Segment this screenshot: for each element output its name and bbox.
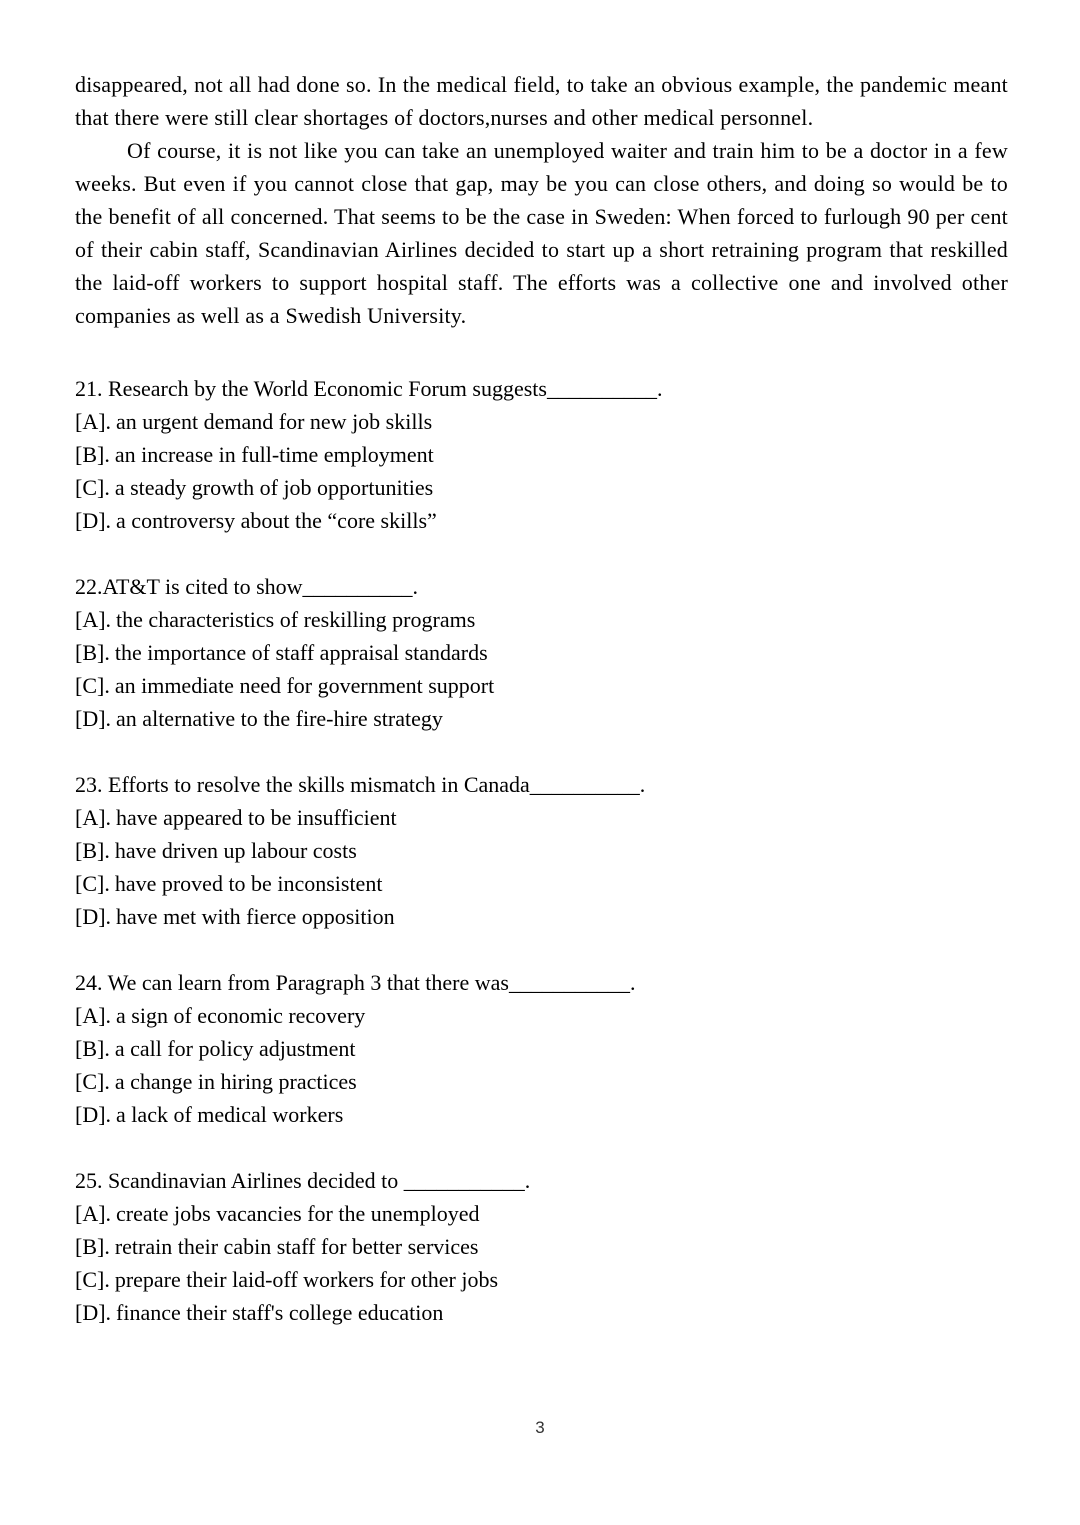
option-c-label: [C]. xyxy=(75,871,110,896)
option-a-label: [A]. xyxy=(75,607,112,632)
option-c-label: [C]. xyxy=(75,475,110,500)
option-b-text: have driven up labour costs xyxy=(114,838,357,863)
question-24-option-a xyxy=(75,999,1008,1032)
option-a-label: [A]. xyxy=(75,409,112,434)
question-24-option-d xyxy=(75,1098,1008,1131)
option-d-text: finance their staff's college education xyxy=(116,1300,444,1325)
option-b-text: retrain their cabin staff for better services xyxy=(114,1234,479,1259)
question-21-option-d xyxy=(75,504,1008,537)
question-21-option-c xyxy=(75,471,1008,504)
option-c-label: [C]. xyxy=(75,1267,110,1292)
option-c-label: [C]. xyxy=(75,1069,110,1094)
option-d-label: [D]. xyxy=(75,706,112,731)
question-23-option-c xyxy=(75,867,1008,900)
question-22-text: 22.AT&T is cited to show__________. xyxy=(75,574,419,599)
question-21-option-b xyxy=(75,438,1008,471)
option-a-text: an urgent demand for new job skills xyxy=(116,409,433,434)
option-a-text: have appeared to be insufficient xyxy=(116,805,397,830)
option-c-text: an immediate need for government support xyxy=(114,673,495,698)
question-25-option-c xyxy=(75,1263,1008,1296)
option-b-label: [B]. xyxy=(75,640,110,665)
question-22 xyxy=(75,570,1008,735)
option-b-text: a call for policy adjustment xyxy=(114,1036,356,1061)
option-a-text: the characteristics of reskilling programs xyxy=(116,607,476,632)
option-b-label: [B]. xyxy=(75,1234,110,1259)
option-a-label: [A]. xyxy=(75,1201,112,1226)
question-25 xyxy=(75,1164,1008,1329)
option-c-text: prepare their laid-off workers for other jobs xyxy=(114,1267,499,1292)
question-23 xyxy=(75,768,1008,933)
question-25-text: 25. Scandinavian Airlines decided to ___________. xyxy=(75,1168,531,1193)
question-25-option-b xyxy=(75,1230,1008,1263)
option-d-text: an alternative to the fire-hire strategy xyxy=(116,706,443,731)
question-24-option-b xyxy=(75,1032,1008,1065)
page-number: 3 xyxy=(535,1418,545,1437)
option-b-label: [B]. xyxy=(75,1036,110,1061)
question-23-option-b xyxy=(75,834,1008,867)
question-22-option-d xyxy=(75,702,1008,735)
option-c-text: have proved to be inconsistent xyxy=(114,871,383,896)
question-22-option-a xyxy=(75,603,1008,636)
passage-paragraph-2: Of course, it is not like you can take an unemployed waiter and train him to be a doctor in a few weeks. But even if you cannot close that gap, may be you can close others, and doing so would be to the benefit of all concerned. That seems to be the case in Sweden: When forced to furlough 90 per cent of their cabin staff, Scandinavian Airlines decided to start up a short retraining program that reskilled the laid-off workers to support hospital staff. The efforts was a collective one and involved other companies as well as a Swedish University. xyxy=(75,138,1008,328)
passage-paragraph-1: disappeared, not all had done so. In the medical field, to take an obvious example, the pandemic meant that there were still clear shortages of doctors,nurses and other medical personnel. xyxy=(75,72,1008,130)
option-a-text: create jobs vacancies for the unemployed xyxy=(116,1201,480,1226)
option-c-text: a change in hiring practices xyxy=(114,1069,357,1094)
option-b-text: the importance of staff appraisal standards xyxy=(114,640,488,665)
option-d-label: [D]. xyxy=(75,904,112,929)
option-d-label: [D]. xyxy=(75,508,112,533)
question-24-text: 24. We can learn from Paragraph 3 that there was___________. xyxy=(75,970,636,995)
option-b-label: [B]. xyxy=(75,442,110,467)
option-d-label: [D]. xyxy=(75,1300,112,1325)
option-c-label: [C]. xyxy=(75,673,110,698)
option-d-label: [D]. xyxy=(75,1102,112,1127)
option-a-label: [A]. xyxy=(75,805,112,830)
option-b-text: an increase in full-time employment xyxy=(114,442,434,467)
question-23-option-d xyxy=(75,900,1008,933)
question-23-option-a xyxy=(75,801,1008,834)
question-22-option-c xyxy=(75,669,1008,702)
question-25-option-d xyxy=(75,1296,1008,1329)
option-d-text: have met with fierce opposition xyxy=(116,904,395,929)
question-24-option-c xyxy=(75,1065,1008,1098)
question-22-option-b xyxy=(75,636,1008,669)
option-d-text: a controversy about the “core skills” xyxy=(116,508,437,533)
option-c-text: a steady growth of job opportunities xyxy=(114,475,434,500)
option-a-text: a sign of economic recovery xyxy=(116,1003,366,1028)
option-a-label: [A]. xyxy=(75,1003,112,1028)
option-b-label: [B]. xyxy=(75,838,110,863)
question-25-option-a xyxy=(75,1197,1008,1230)
question-21-option-a xyxy=(75,405,1008,438)
question-21-text: 21. Research by the World Economic Forum suggests__________. xyxy=(75,376,663,401)
question-21 xyxy=(75,372,1008,537)
question-24 xyxy=(75,966,1008,1131)
option-d-text: a lack of medical workers xyxy=(116,1102,344,1127)
question-23-text: 23. Efforts to resolve the skills mismatch in Canada__________. xyxy=(75,772,646,797)
